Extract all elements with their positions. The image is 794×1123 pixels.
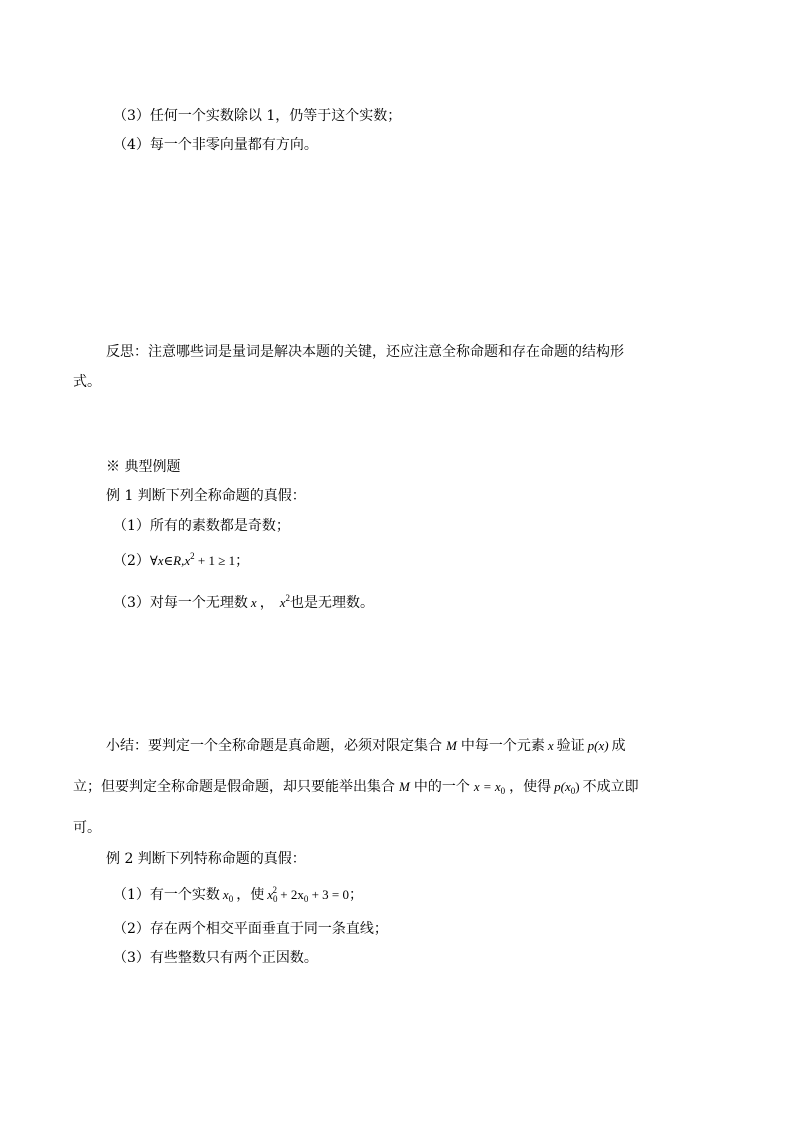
x-squared (280, 595, 290, 610)
variable-x: x (222, 887, 229, 902)
item-prefix: （2） (113, 553, 150, 569)
variable-x: x (547, 738, 554, 753)
item-mid: ，使 (236, 887, 265, 903)
example-2-item-2: （2）存在两个相交平面垂直于同一条直线； (113, 921, 388, 937)
reflection-line-2: 式。 (73, 374, 101, 390)
example-1-item-2 (113, 546, 249, 571)
summary-line-1 (106, 736, 626, 756)
summary-text: 不成立即 (582, 779, 639, 795)
forall-expression (150, 553, 235, 568)
inequality-rest: + 1 ≥ 1 (194, 553, 236, 568)
eq-part: + 2x (276, 887, 304, 902)
example-1-item-3 (113, 588, 374, 613)
item-end: ； (349, 887, 363, 903)
eq-x: x (267, 887, 273, 902)
set-M: M (399, 779, 410, 794)
item-end: ； (235, 553, 250, 569)
set-M: M (446, 738, 457, 753)
summary-text: 中的一个 (413, 779, 470, 795)
reflection-line-1: 反思：注意哪些词是量词是解决本题的关键，还应注意全称命题和存在命题的结构形 (106, 344, 624, 360)
example-1-item-1: （1）所有的素数都是奇数； (113, 518, 290, 534)
exponent: 2 (285, 593, 290, 603)
item-suffix: 也是无理数。 (289, 595, 374, 611)
item-3: （3）任何一个实数除以 1，仍等于这个实数； (113, 108, 402, 124)
p-of-x0 (554, 779, 579, 794)
subscript: 0 (303, 894, 309, 904)
variable-x: x (250, 595, 257, 610)
x-equals-x0 (474, 779, 505, 794)
example-2-item-1 (113, 880, 363, 909)
summary-line-3: 可。 (73, 820, 101, 836)
exponent: 2 (272, 885, 277, 895)
p-of-x: p(x) (587, 738, 609, 753)
item-prefix: （3）对每一个无理数 (113, 595, 248, 611)
item-4: （4）每一个非零向量都有方向。 (113, 137, 318, 153)
exponent: 2 (190, 551, 195, 561)
equation (267, 887, 349, 902)
p-x0-close: ) (575, 779, 580, 794)
summary-text: 中每一个元素 (460, 738, 545, 754)
example-2-item-3: （3）有些整数只有两个正因数。 (113, 950, 318, 966)
separator: ， (259, 595, 274, 611)
subscript: 0 (272, 894, 278, 904)
summary-text: 立；但要判定全称命题是假命题，却只要能举出集合 (73, 779, 395, 795)
x-eq-text: x = x (473, 779, 501, 794)
variable-x: x (279, 595, 286, 610)
example-1-title: 例 1 判断下列全称命题的真假： (106, 488, 306, 504)
forall-text: ∀x∈R,x (149, 553, 191, 568)
summary-text: 验证 (556, 738, 585, 754)
summary-text: ，使得 (509, 779, 552, 795)
summary-line-2 (73, 777, 639, 801)
item-prefix: （1）有一个实数 (113, 887, 220, 903)
subscript: 0 (228, 894, 234, 904)
p-x0-open: p(x (554, 779, 571, 794)
example-2-title: 例 2 判断下列特称命题的真假： (106, 851, 306, 867)
summary-text: 成 (611, 738, 626, 754)
x0 (223, 887, 233, 902)
eq-part: + 3 = 0 (308, 887, 349, 902)
summary-text: 小结：要判定一个全称命题是真命题，必须对限定集合 (106, 738, 442, 754)
typical-examples-heading: ※ 典型例题 (106, 459, 181, 475)
subscript: 0 (500, 786, 506, 796)
subscript: 0 (570, 786, 576, 796)
